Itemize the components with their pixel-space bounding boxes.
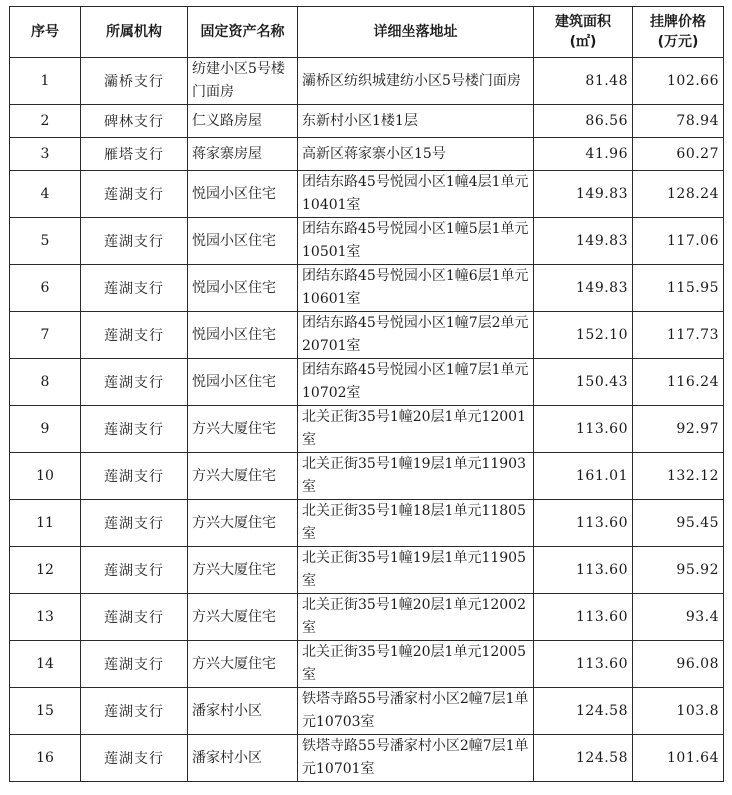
- cell-area: 113.60: [534, 594, 633, 641]
- cell-address: 高新区蒋家寨小区15号: [298, 138, 534, 171]
- cell-price: 93.4: [633, 594, 724, 641]
- cell-price: 96.08: [633, 641, 724, 688]
- cell-area: 113.60: [534, 406, 633, 453]
- cell-branch: 莲湖支行: [81, 500, 188, 547]
- cell-price: 101.64: [633, 735, 724, 782]
- cell-asset-name: 悦园小区住宅: [188, 359, 298, 406]
- cell-address: 北关正街35号1幢20层1单元12005室: [298, 641, 534, 688]
- cell-area: 152.10: [534, 312, 633, 359]
- cell-area: 150.43: [534, 359, 633, 406]
- cell-index: 8: [10, 359, 81, 406]
- header-price-unit: (万元): [657, 34, 699, 50]
- cell-asset-name: 方兴大厦住宅: [188, 406, 298, 453]
- cell-index: 2: [10, 105, 81, 138]
- cell-index: 1: [10, 58, 81, 105]
- cell-price: 102.66: [633, 58, 724, 105]
- cell-asset-name: 方兴大厦住宅: [188, 453, 298, 500]
- cell-branch: 莲湖支行: [81, 641, 188, 688]
- cell-price: 132.12: [633, 453, 724, 500]
- cell-index: 4: [10, 171, 81, 218]
- cell-price: 115.95: [633, 265, 724, 312]
- cell-price: 117.06: [633, 218, 724, 265]
- cell-asset-name: 方兴大厦住宅: [188, 594, 298, 641]
- cell-asset-name: 仁义路房屋: [188, 105, 298, 138]
- cell-price: 92.97: [633, 406, 724, 453]
- table-row: [10, 547, 724, 594]
- cell-asset-name: 方兴大厦住宅: [188, 500, 298, 547]
- table-row: [10, 105, 724, 138]
- cell-area: 41.96: [534, 138, 633, 171]
- table-row: [10, 58, 724, 105]
- header-branch: 所属机构: [81, 7, 188, 58]
- cell-price: 128.24: [633, 171, 724, 218]
- cell-address: 铁塔寺路55号潘家村小区2幢7层1单元10703室: [298, 688, 534, 735]
- cell-index: 9: [10, 406, 81, 453]
- cell-asset-name: 悦园小区住宅: [188, 171, 298, 218]
- header-address: 详细坐落地址: [298, 7, 534, 58]
- header-row: [10, 7, 724, 58]
- table-row: [10, 735, 724, 782]
- cell-asset-name: 潘家村小区: [188, 688, 298, 735]
- cell-index: 3: [10, 138, 81, 171]
- cell-branch: 莲湖支行: [81, 594, 188, 641]
- cell-asset-name: 方兴大厦住宅: [188, 547, 298, 594]
- table-row: [10, 688, 724, 735]
- cell-index: 14: [10, 641, 81, 688]
- cell-index: 5: [10, 218, 81, 265]
- cell-address: 团结东路45号悦园小区1幢7层2单元20701室: [298, 312, 534, 359]
- table-row: [10, 138, 724, 171]
- cell-price: 117.73: [633, 312, 724, 359]
- cell-index: 10: [10, 453, 81, 500]
- cell-branch: 莲湖支行: [81, 406, 188, 453]
- cell-branch: 莲湖支行: [81, 171, 188, 218]
- cell-branch: 莲湖支行: [81, 735, 188, 782]
- cell-index: 6: [10, 265, 81, 312]
- cell-branch: 莲湖支行: [81, 688, 188, 735]
- asset-listing-table: [9, 6, 724, 782]
- cell-branch: 碑林支行: [81, 105, 188, 138]
- cell-asset-name: 悦园小区住宅: [188, 312, 298, 359]
- cell-price: 95.92: [633, 547, 724, 594]
- cell-index: 13: [10, 594, 81, 641]
- header-area-unit: (㎡): [569, 34, 597, 50]
- table-row: [10, 594, 724, 641]
- cell-price: 78.94: [633, 105, 724, 138]
- table-row: [10, 312, 724, 359]
- cell-address: 团结东路45号悦园小区1幢5层1单元10501室: [298, 218, 534, 265]
- cell-address: 北关正街35号1幢20层1单元12002室: [298, 594, 534, 641]
- cell-address: 铁塔寺路55号潘家村小区2幢7层1单元10701室: [298, 735, 534, 782]
- table-row: [10, 265, 724, 312]
- cell-index: 15: [10, 688, 81, 735]
- header-area: [534, 7, 633, 58]
- cell-index: 11: [10, 500, 81, 547]
- table-row: [10, 453, 724, 500]
- header-asset-name: 固定资产名称: [188, 7, 298, 58]
- cell-branch: 莲湖支行: [81, 359, 188, 406]
- cell-address: 团结东路45号悦园小区1幢4层1单元10401室: [298, 171, 534, 218]
- cell-area: 149.83: [534, 171, 633, 218]
- cell-address: 北关正街35号1幢19层1单元11903室: [298, 453, 534, 500]
- cell-index: 12: [10, 547, 81, 594]
- cell-price: 60.27: [633, 138, 724, 171]
- cell-asset-name: 悦园小区住宅: [188, 218, 298, 265]
- cell-asset-name: 潘家村小区: [188, 735, 298, 782]
- cell-area: 113.60: [534, 547, 633, 594]
- cell-address: 北关正街35号1幢19层1单元11905室: [298, 547, 534, 594]
- table-row: [10, 218, 724, 265]
- cell-address: 灞桥区纺织城建纺小区5号楼门面房: [298, 58, 534, 105]
- cell-address: 东新村小区1楼1层: [298, 105, 534, 138]
- cell-area: 113.60: [534, 500, 633, 547]
- cell-area: 86.56: [534, 105, 633, 138]
- cell-branch: 莲湖支行: [81, 312, 188, 359]
- cell-branch: 莲湖支行: [81, 453, 188, 500]
- cell-area: 161.01: [534, 453, 633, 500]
- table-row: [10, 641, 724, 688]
- header-price: [633, 7, 724, 58]
- cell-branch: 灞桥支行: [81, 58, 188, 105]
- cell-price: 116.24: [633, 359, 724, 406]
- cell-asset-name: 蒋家寨房屋: [188, 138, 298, 171]
- table-row: [10, 500, 724, 547]
- cell-address: 团结东路45号悦园小区1幢7层1单元10702室: [298, 359, 534, 406]
- cell-address: 北关正街35号1幢20层1单元12001室: [298, 406, 534, 453]
- cell-index: 7: [10, 312, 81, 359]
- cell-address: 北关正街35号1幢18层1单元11805室: [298, 500, 534, 547]
- header-area-label: 建筑面积: [555, 14, 611, 30]
- cell-area: 149.83: [534, 265, 633, 312]
- cell-area: 124.58: [534, 735, 633, 782]
- cell-area: 81.48: [534, 58, 633, 105]
- cell-price: 103.8: [633, 688, 724, 735]
- cell-branch: 莲湖支行: [81, 265, 188, 312]
- cell-price: 95.45: [633, 500, 724, 547]
- cell-asset-name: 悦园小区住宅: [188, 265, 298, 312]
- table-row: [10, 171, 724, 218]
- cell-index: 16: [10, 735, 81, 782]
- cell-area: 124.58: [534, 688, 633, 735]
- cell-branch: 莲湖支行: [81, 547, 188, 594]
- cell-branch: 雁塔支行: [81, 138, 188, 171]
- cell-area: 113.60: [534, 641, 633, 688]
- header-price-label: 挂牌价格: [650, 14, 706, 30]
- cell-asset-name: 方兴大厦住宅: [188, 641, 298, 688]
- cell-asset-name: 纺建小区5号楼门面房: [188, 58, 298, 105]
- table-row: [10, 359, 724, 406]
- header-index: 序号: [10, 7, 81, 58]
- cell-address: 团结东路45号悦园小区1幢6层1单元10601室: [298, 265, 534, 312]
- cell-area: 149.83: [534, 218, 633, 265]
- cell-branch: 莲湖支行: [81, 218, 188, 265]
- table-row: [10, 406, 724, 453]
